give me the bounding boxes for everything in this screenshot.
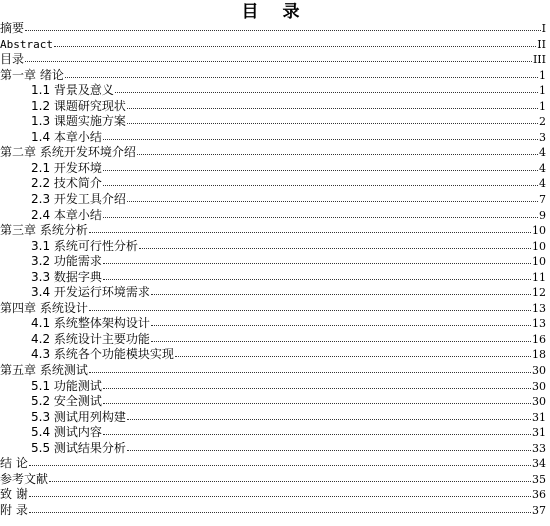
toc-entry-page-number: 31: [532, 410, 546, 424]
toc-entry-label: 2.4 本章小结: [31, 207, 102, 222]
toc-entry-page-number: II: [537, 37, 546, 51]
dot-leader: [54, 46, 536, 47]
toc-entry[interactable]: [0, 456, 546, 472]
toc-entry-label: 摘要: [0, 21, 25, 35]
toc-entry[interactable]: [0, 503, 546, 519]
toc-entry-label: 1.4 本章小结: [31, 129, 102, 144]
toc-entry-page-number: 4: [539, 177, 546, 191]
toc-entry-label: 第四章 系统设计: [0, 300, 88, 315]
toc-subentry[interactable]: [0, 379, 546, 395]
toc-subentry[interactable]: [0, 332, 546, 348]
dot-leader: [151, 325, 531, 326]
toc-entry-page-number: 37: [532, 503, 546, 517]
toc-title: 目 录: [241, 2, 309, 22]
toc-entry-page-number: 7: [539, 193, 546, 207]
toc-entry-page-number: 1: [539, 68, 546, 82]
toc-entry-page-number: 1: [539, 99, 546, 113]
toc-entry-label: 1.3 课题实施方案: [31, 114, 126, 129]
toc-entry-label: 第三章 系统分析: [0, 223, 88, 238]
toc-entry-label: 5.3 测试用列构建: [31, 409, 126, 424]
toc-subentry[interactable]: [0, 270, 546, 286]
toc-subentry[interactable]: [0, 316, 546, 332]
toc-subentry[interactable]: [0, 441, 546, 457]
dot-leader: [103, 403, 531, 404]
toc-subentry[interactable]: [0, 285, 546, 301]
toc-entry-label: 3.4 开发运行环境需求: [31, 285, 150, 300]
dot-leader: [103, 185, 538, 186]
toc-entry-page-number: 9: [539, 208, 546, 222]
toc-entry-page-number: 30: [532, 395, 546, 409]
toc-subentry[interactable]: [0, 425, 546, 441]
toc-entry[interactable]: [0, 487, 546, 503]
dot-leader: [151, 341, 531, 342]
dot-leader: [89, 232, 531, 233]
toc-entry-page-number: 35: [532, 472, 546, 486]
dot-leader: [127, 123, 538, 124]
toc-entry[interactable]: [0, 363, 546, 379]
dot-leader: [103, 170, 538, 171]
toc-entry-label: 2.1 开发环境: [31, 160, 102, 175]
dot-leader: [49, 481, 531, 482]
dot-leader: [137, 154, 538, 155]
dot-leader: [25, 30, 541, 31]
toc-subentry[interactable]: [0, 83, 546, 99]
dot-leader: [175, 356, 531, 357]
toc-subentry[interactable]: [0, 394, 546, 410]
toc-entry-label: 4.3 系统各个功能模块实现: [31, 347, 174, 362]
toc-entry[interactable]: [0, 472, 546, 488]
toc-entry-label: 第五章 系统测试: [0, 363, 88, 378]
toc-entry-label: 5.4 测试内容: [31, 425, 102, 440]
toc-subentry[interactable]: [0, 176, 546, 192]
toc-entry[interactable]: [0, 301, 546, 317]
toc-entry[interactable]: [0, 37, 546, 53]
toc-entry-page-number: 10: [532, 239, 546, 253]
toc-subentry[interactable]: [0, 208, 546, 224]
toc-entry-page-number: 4: [539, 146, 546, 160]
toc-entry-page-number: 36: [532, 488, 546, 502]
toc-entry-page-number: 31: [532, 426, 546, 440]
dot-leader: [127, 419, 531, 420]
toc-entry[interactable]: [0, 21, 546, 37]
dot-leader: [65, 77, 538, 78]
toc-entry-page-number: 2: [539, 115, 546, 129]
dot-leader: [127, 201, 538, 202]
dot-leader: [89, 310, 531, 311]
toc-entry-page-number: 13: [532, 301, 546, 315]
dot-leader: [103, 279, 531, 280]
toc-entry-label: 1.1 背景及意义: [31, 83, 114, 98]
dot-leader: [127, 450, 531, 451]
toc-list: [0, 21, 546, 519]
toc-entry-label: 参考文献: [0, 471, 49, 486]
toc-entry-label: 1.2 课题研究现状: [31, 98, 126, 113]
toc-subentry[interactable]: [0, 130, 546, 146]
dot-leader: [151, 294, 531, 295]
toc-entry-page-number: 1: [539, 84, 546, 98]
toc-entry-label: 4.2 系统设计主要功能: [31, 331, 150, 346]
dot-leader: [25, 61, 532, 62]
toc-entry-label: 附 录: [0, 502, 28, 517]
toc-subentry[interactable]: [0, 99, 546, 115]
toc-entry-page-number: 16: [532, 332, 546, 346]
toc-entry-label: 5.2 安全测试: [31, 394, 102, 409]
toc-entry-label: 目录: [0, 52, 25, 67]
toc-entry[interactable]: [0, 52, 546, 68]
dot-leader: [103, 434, 531, 435]
dot-leader: [127, 108, 538, 109]
toc-entry-page-number: 3: [539, 130, 546, 144]
toc-subentry[interactable]: [0, 161, 546, 177]
toc-entry-label: 第二章 系统开发环境介绍: [0, 145, 136, 160]
toc-entry-label: 2.2 技术简介: [31, 176, 102, 191]
toc-entry-page-number: 18: [532, 348, 546, 362]
toc-subentry[interactable]: [0, 192, 546, 208]
toc-entry-label: 2.3 开发工具介绍: [31, 192, 126, 207]
dot-leader: [103, 139, 538, 140]
toc-subentry[interactable]: [0, 254, 546, 270]
toc-entry-label: 致 谢: [0, 487, 28, 502]
toc-entry-page-number: 10: [532, 255, 546, 269]
dot-leader: [89, 372, 531, 373]
toc-entry-label: 5.1 功能测试: [31, 378, 102, 393]
toc-entry-label: 3.1 系统可行性分析: [31, 238, 138, 253]
dot-leader: [103, 388, 531, 389]
dot-leader: [115, 92, 538, 93]
toc-entry-label: 3.2 功能需求: [31, 254, 102, 269]
toc-entry[interactable]: [0, 145, 546, 161]
toc-entry-label: 第一章 绪论: [0, 67, 64, 82]
toc-entry-page-number: 30: [532, 379, 546, 393]
toc-entry-page-number: 33: [532, 441, 546, 455]
dot-leader: [29, 496, 531, 497]
toc-entry-label: Abstract: [0, 37, 53, 51]
toc-entry-label: 4.1 系统整体架构设计: [31, 316, 150, 331]
toc-entry-page-number: 10: [532, 224, 546, 238]
toc-entry-label: 5.5 测试结果分析: [31, 440, 126, 455]
toc-subentry[interactable]: [0, 347, 546, 363]
dot-leader: [103, 217, 538, 218]
toc-entry-label: 3.3 数据字典: [31, 269, 102, 284]
toc-subentry[interactable]: [0, 114, 546, 130]
dot-leader: [29, 465, 531, 466]
toc-subentry[interactable]: [0, 410, 546, 426]
toc-entry-page-number: 11: [532, 270, 546, 284]
toc-entry-label: 结 论: [0, 456, 28, 471]
toc-entry-page-number: III: [532, 53, 546, 67]
toc-entry-page-number: 13: [532, 317, 546, 331]
toc-subentry[interactable]: [0, 239, 546, 255]
toc-entry-page-number: I: [541, 22, 546, 35]
toc-entry[interactable]: [0, 68, 546, 84]
toc-entry-page-number: 4: [539, 161, 546, 175]
toc-entry[interactable]: [0, 223, 546, 239]
dot-leader: [29, 512, 531, 513]
dot-leader: [139, 248, 531, 249]
toc-entry-page-number: 30: [532, 364, 546, 378]
toc-entry-page-number: 34: [532, 457, 546, 471]
dot-leader: [103, 263, 531, 264]
toc-entry-page-number: 12: [532, 286, 546, 300]
